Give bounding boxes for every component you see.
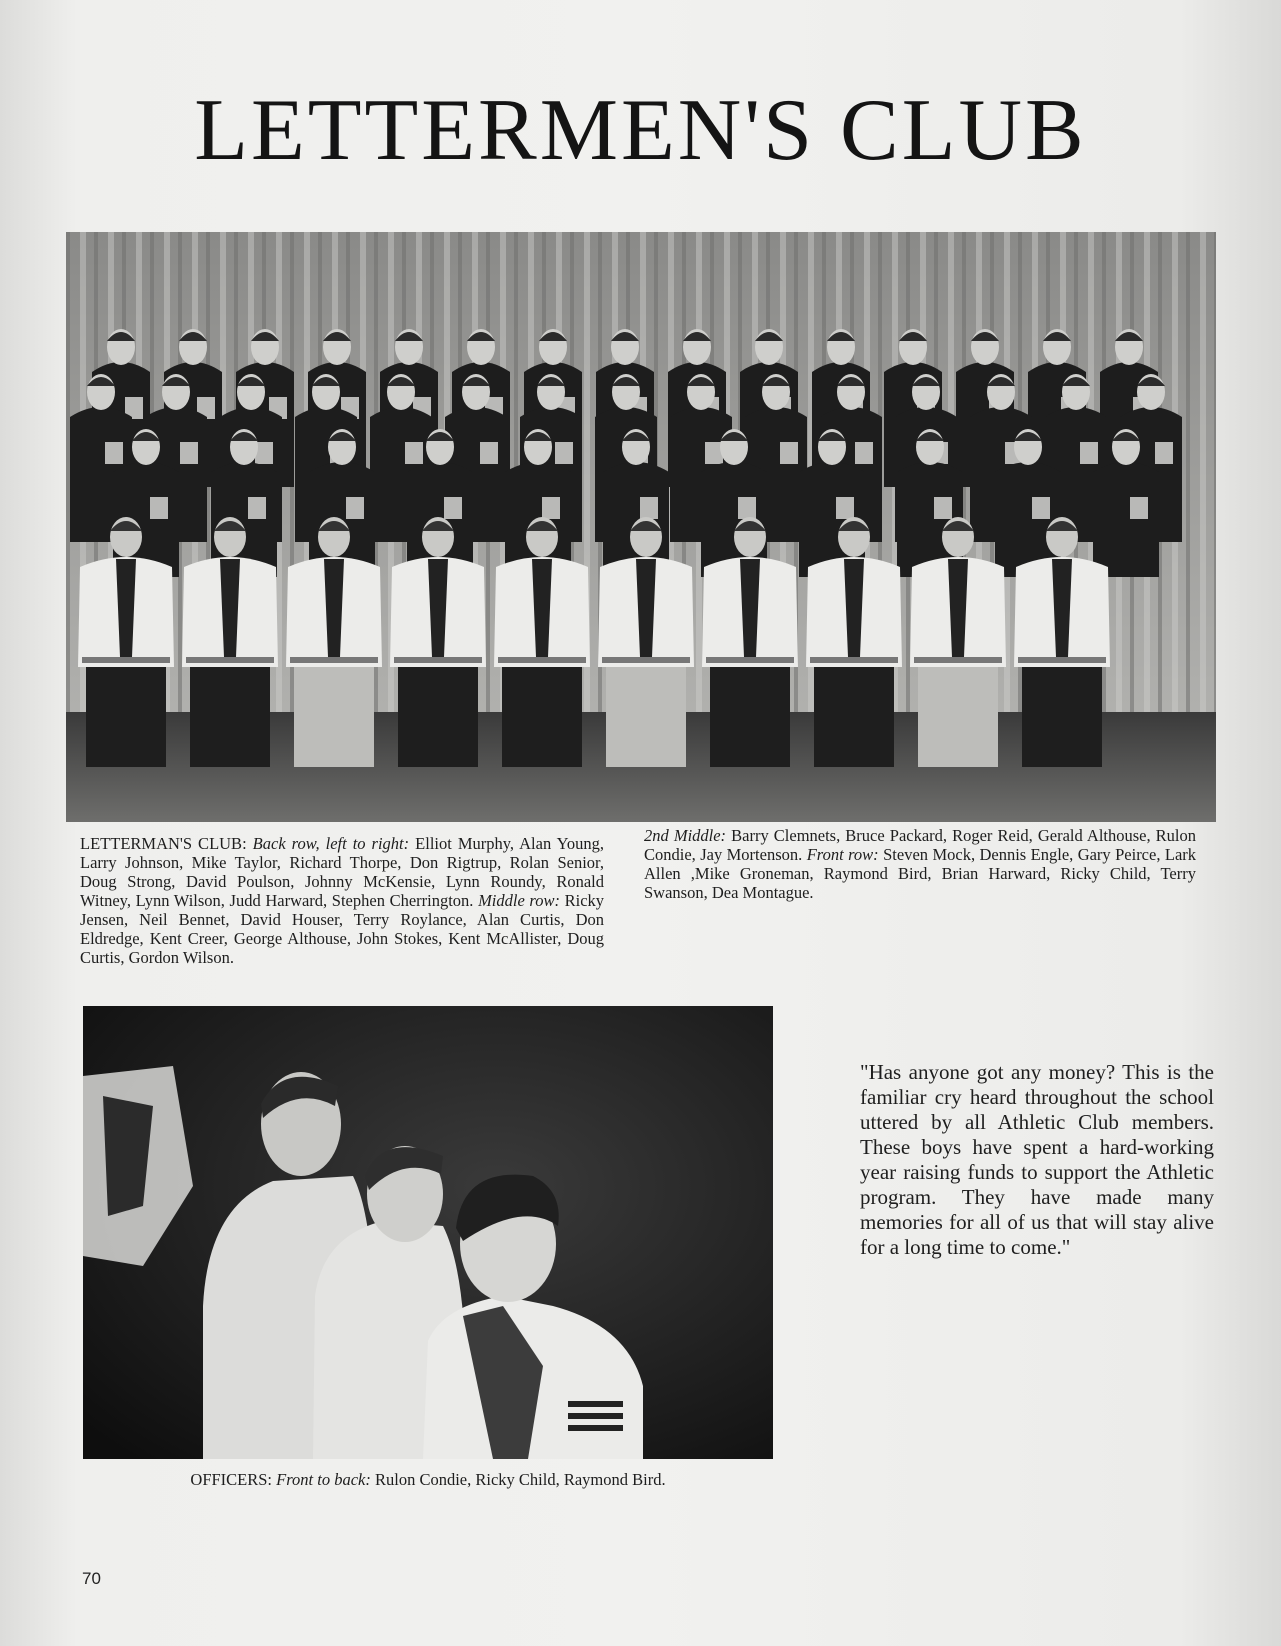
letter-s-patch <box>1032 497 1050 519</box>
letter-s-patch <box>542 497 560 519</box>
officers-photo <box>83 1006 773 1459</box>
second-middle-label: 2nd Middle: <box>644 826 727 845</box>
club-quote: "Has anyone got any money? This is the familiar cry heard throughout the school uttered by all Athletic Club members. These boys have spent a hard-working year raising funds to support the Athletic program. They have made many memories for all of us that will stay alive for a long time to come." <box>860 1060 1214 1259</box>
chair-seat <box>82 657 170 663</box>
officers-photo-image <box>83 1006 773 1459</box>
letter-s-patch <box>480 442 498 464</box>
front-row-label: Front row: <box>806 845 879 864</box>
trousers <box>1022 667 1102 767</box>
chair-seat <box>290 657 378 663</box>
chair-seat <box>498 657 586 663</box>
trousers <box>918 667 998 767</box>
chair-seat <box>810 657 898 663</box>
letter-s-patch <box>346 497 364 519</box>
letter-s-patch <box>1130 497 1148 519</box>
group-caption-left <box>80 834 604 967</box>
officers-label: OFFICERS: <box>190 1470 273 1489</box>
trousers <box>294 667 374 767</box>
officers-order-label: Front to back: <box>276 1470 371 1489</box>
letter-s-patch <box>555 442 573 464</box>
front-row-names: Steven Mock, Dennis Engle, Gary Peirce, Lark Allen ,Mike Groneman, Raymond Bird, Brian Harward, Ricky Child, Terry Swanson, Dea Montague. <box>644 845 1197 902</box>
chair-seat <box>1018 657 1106 663</box>
letter-s-patch <box>640 497 658 519</box>
letter-s-patch <box>855 442 873 464</box>
letter-s-patch <box>105 442 123 464</box>
chair-seat <box>914 657 1002 663</box>
back-row-names: Elliot Murphy, Alan Young, Larry Johnson, Mike Taylor, Richard Thorpe, Don Rigtrup, Rolan Senior, Doug Strong, David Poulson, Johnny McKensie, Lynn Roundy, Ronald Witney, Lynn Wilson, Judd Harward, Stephen Cherrington. <box>80 834 605 910</box>
page-number: 70 <box>82 1569 101 1588</box>
group-photo <box>66 232 1216 822</box>
letter-s-patch <box>150 497 168 519</box>
trousers <box>814 667 894 767</box>
group-caption-label: LETTERMAN'S CLUB: <box>80 834 247 853</box>
letter-s-patch <box>836 497 854 519</box>
officers-caption <box>83 1470 773 1490</box>
letter-s-patch <box>1080 442 1098 464</box>
middle-row-label: Middle row: <box>478 891 560 910</box>
page-title: LETTERMEN'S CLUB <box>194 82 1087 179</box>
chair-seat <box>602 657 690 663</box>
group-caption-right <box>644 826 1196 902</box>
middle-row-names: Ricky Jensen, Neil Bennet, David Houser, Terry Roylance, Alan Curtis, Don Eldredge, Kent Creer, George Althouse, John Stokes, Kent McAllister, Doug Curtis, Gordon Wilson. <box>80 891 605 967</box>
chair-seat <box>394 657 482 663</box>
letter-s-patch <box>444 497 462 519</box>
letter-s-patch <box>780 442 798 464</box>
letter-s-patch <box>248 497 266 519</box>
trousers <box>606 667 686 767</box>
chair-seat <box>186 657 274 663</box>
chair-seat <box>706 657 794 663</box>
trousers <box>86 667 166 767</box>
letter-s-patch <box>1155 442 1173 464</box>
trousers <box>710 667 790 767</box>
officers-names: Rulon Condie, Ricky Child, Raymond Bird. <box>374 1470 666 1489</box>
letter-s-patch <box>405 442 423 464</box>
second-middle-names: Barry Clemnets, Bruce Packard, Roger Reid, Gerald Althouse, Rulon Condie, Jay Mortenson. <box>644 826 1197 864</box>
back-row-label: Back row, left to right: <box>252 834 410 853</box>
group-photo-image <box>66 232 1216 822</box>
trousers <box>502 667 582 767</box>
letter-s-patch <box>180 442 198 464</box>
letter-s-patch <box>738 497 756 519</box>
trousers <box>398 667 478 767</box>
letter-jacket <box>1093 462 1159 577</box>
letter-s-patch <box>934 497 952 519</box>
trousers <box>190 667 270 767</box>
